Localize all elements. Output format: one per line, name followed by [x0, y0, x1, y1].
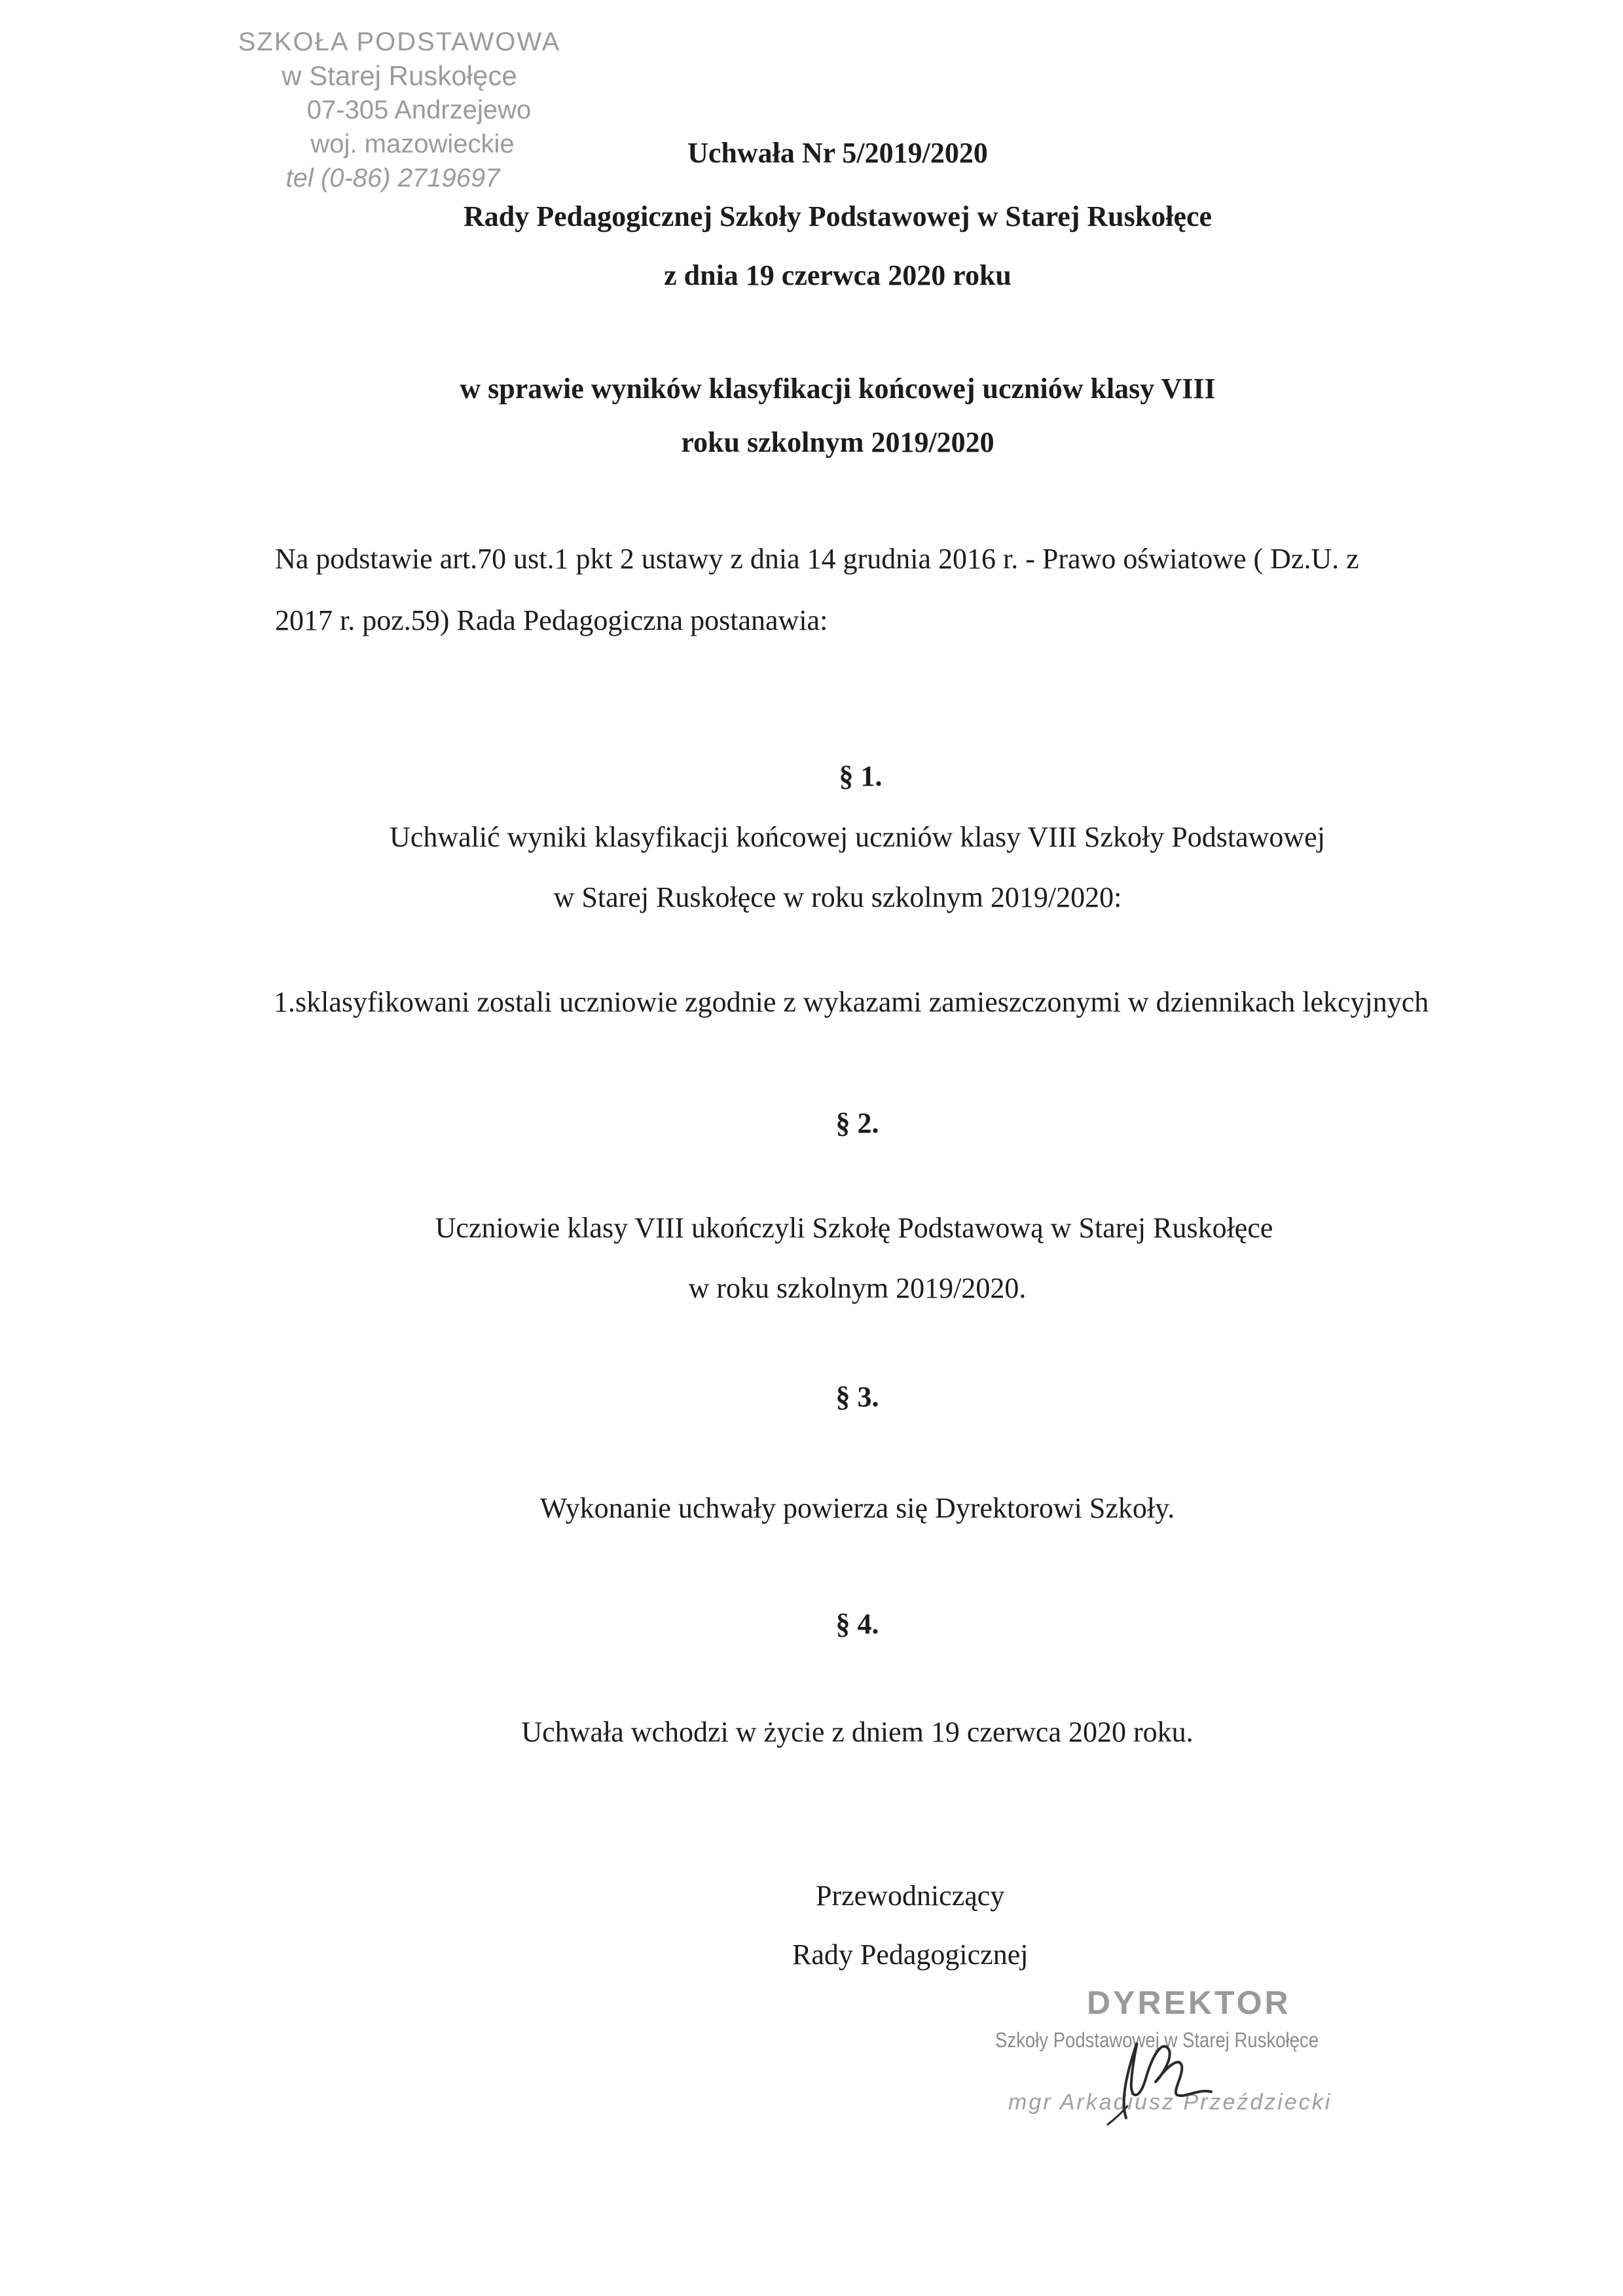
section-1-line1: Uchwalić wyniki klasyfikacji końcowej uczniów klasy VIII Szkoły Podstawowej	[390, 821, 1325, 853]
resolution-subject-line1: w sprawie wyników klasyfikacji końcowej uczniów klasy VIII	[460, 373, 1216, 405]
handwritten-signature	[1100, 2020, 1231, 2131]
stamp-line-voivodeship: woj. mazowieckie	[310, 130, 515, 158]
school-stamp	[216, 25, 583, 195]
preamble-line1: Na podstawie art.70 ust.1 pkt 2 ustawy z dnia 14 grudnia 2016 r. - Prawo oświatowe ( Dz.U. z	[275, 543, 1359, 575]
section-2-line1: Uczniowie klasy VIII ukończyli Szkołę Podstawową w Starej Ruskołęce	[435, 1212, 1273, 1244]
director-stamp-title: DYREKTOR	[1087, 1984, 1291, 2021]
section-3-line1: Wykonanie uchwały powierza się Dyrektorowi Szkoły.	[539, 1492, 1175, 1524]
section-3-mark: § 3.	[835, 1381, 879, 1413]
resolution-subject-line2: roku szkolnym 2019/2020	[681, 426, 994, 458]
section-1-point: 1.sklasyfikowani zostali uczniowie zgodnie z wykazami zamieszczonymi w dziennikach lekcyjnych	[274, 986, 1429, 1018]
director-stamp-school: Szkoły Podstawowej w Starej Ruskołęce	[995, 2028, 1319, 2052]
preamble-line2: 2017 r. poz.59) Rada Pedagogiczna postanawia:	[275, 604, 828, 636]
stamp-line-phone: tel (0-86) 2719697	[285, 164, 500, 192]
preamble	[275, 524, 1519, 656]
section-1-line2: w Starej Ruskołęce w roku szkolnym 2019/2020:	[553, 881, 1122, 913]
signer-role-line1: Przewodniczący	[816, 1880, 1005, 1912]
resolution-body: Rady Pedagogicznej Szkoły Podstawowej w Starej Ruskołęce	[463, 200, 1213, 232]
section-1-mark: § 1.	[839, 760, 883, 792]
section-2-mark: § 2.	[835, 1107, 879, 1139]
section-4-line1: Uchwała wchodzi w życie z dniem 19 czerwca 2020 roku.	[521, 1716, 1194, 1748]
stamp-line-postal: 07-305 Andrzejewo	[306, 96, 532, 124]
section-4-mark: § 4.	[835, 1608, 879, 1640]
stamp-line-place: w Starej Ruskołęce	[282, 60, 517, 91]
director-stamp-name: mgr Arkadiusz Przeździecki	[1008, 2090, 1332, 2115]
stamp-line-school: SZKOŁA PODSTAWOWA	[238, 27, 561, 56]
resolution-date: z dnia 19 czerwca 2020 roku	[664, 259, 1012, 291]
section-2-line2: w roku szkolnym 2019/2020.	[688, 1272, 1027, 1304]
resolution-title: Uchwała Nr 5/2019/2020	[687, 137, 988, 169]
signer-role-line2: Rady Pedagogicznej	[792, 1939, 1029, 1971]
